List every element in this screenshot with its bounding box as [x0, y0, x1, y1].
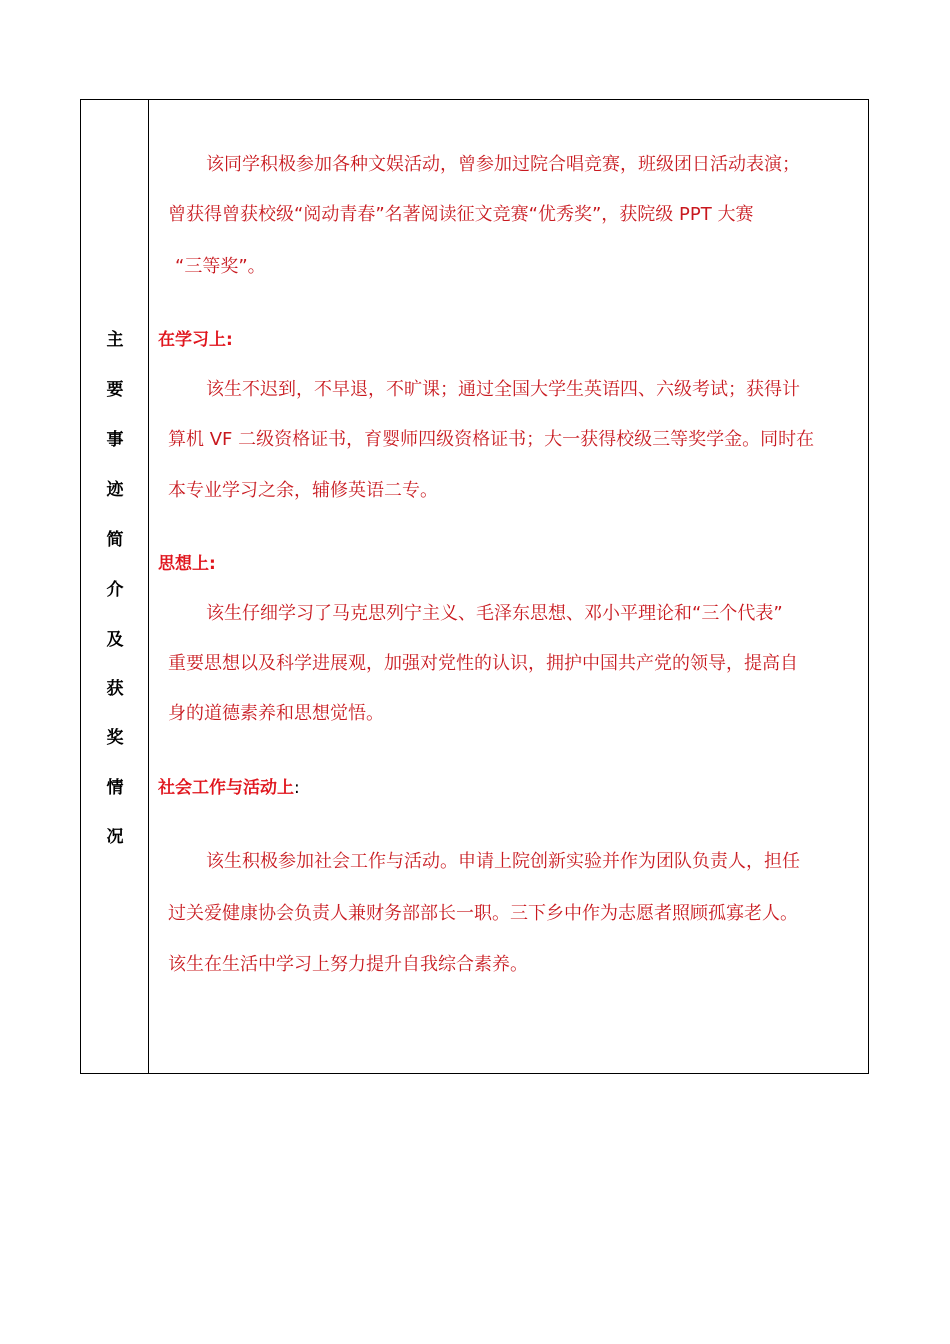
paragraph-line: 身的道德素养和思想觉悟。: [168, 703, 384, 724]
paragraph-line: “三等奖”。: [175, 256, 266, 277]
paragraph-line: 该生积极参加社会工作与活动。申请上院创新实验并作为团队负责人，担任: [206, 851, 800, 872]
section-label-char: 事: [106, 430, 124, 450]
section-label-char: 介: [106, 580, 124, 600]
content-cell: [149, 100, 868, 1073]
paragraph-line: 本专业学习之余，辅修英语二专。: [168, 480, 438, 501]
paragraph-line: 该生不迟到，不早退，不旷课；通过全国大学生英语四、六级考试；获得计: [206, 379, 800, 400]
social-heading: [158, 777, 300, 799]
section-label-char: 获: [106, 679, 124, 699]
social-heading-text: 社会工作与活动上: [158, 778, 294, 798]
paragraph-line: 该生仔细学习了马克思列宁主义、毛泽东思想、邓小平理论和“三个代表”: [206, 603, 783, 624]
thought-heading: 思想上:: [158, 554, 216, 574]
paragraph-line: 过关爱健康协会负责人兼财务部部长一职。三下乡中作为志愿者照顾孤寡老人。: [168, 903, 798, 924]
paragraph-line: 算机 VF 二级资格证书，育婴师四级资格证书；大一获得校级三等奖学金。同时在: [168, 429, 815, 450]
paragraph-line: 该同学积极参加各种文娱活动，曾参加过院合唱竞赛，班级团日活动表演；: [206, 154, 800, 175]
section-label-char: 及: [106, 630, 124, 650]
section-label-char: 情: [106, 778, 124, 798]
section-label-char: 要: [106, 380, 124, 400]
section-label-char: 迹: [106, 480, 124, 500]
paragraph-line: 该生在生活中学习上努力提升自我综合素养。: [168, 954, 528, 975]
section-label-char: 主: [106, 330, 124, 350]
section-label-char: 况: [106, 827, 124, 847]
study-heading: 在学习上:: [158, 330, 233, 350]
section-label-char: 简: [106, 530, 124, 550]
paragraph-line: 重要思想以及科学进展观，加强对党性的认识，拥护中国共产党的领导，提高自: [168, 653, 798, 674]
record-table: [80, 99, 869, 1074]
section-label-char: 奖: [106, 728, 124, 748]
social-heading-colon: :: [294, 778, 300, 798]
section-label-cell: [81, 100, 149, 1073]
paragraph-line: 曾获得曾获校级“阅动青春”名著阅读征文竞赛“优秀奖”，获院级 PPT 大赛: [168, 204, 754, 225]
